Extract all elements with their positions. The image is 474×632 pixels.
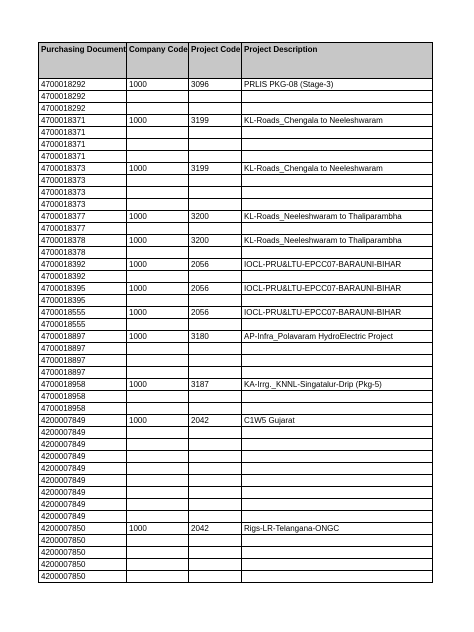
table-row [39, 127, 433, 139]
cell-company-code[interactable] [127, 439, 189, 451]
cell-company-code[interactable] [127, 475, 189, 487]
spreadsheet [38, 42, 433, 583]
cell-purchasing-document[interactable]: 4200007849 [39, 463, 127, 475]
cell-project-code[interactable] [189, 463, 242, 475]
table-row [39, 295, 433, 307]
cell-project-code[interactable] [189, 151, 242, 163]
cell-project-code[interactable] [189, 175, 242, 187]
cell-project-description[interactable] [242, 487, 433, 499]
cell-purchasing-document[interactable]: 4200007849 [39, 499, 127, 511]
cell-company-code[interactable] [127, 571, 189, 583]
table-row [39, 523, 433, 535]
cell-purchasing-document[interactable]: 4700018373 [39, 199, 127, 211]
table-row [39, 427, 433, 439]
cell-purchasing-document[interactable]: 4200007850 [39, 559, 127, 571]
cell-purchasing-document[interactable]: 4200007849 [39, 475, 127, 487]
cell-project-code[interactable] [189, 355, 242, 367]
cell-project-description[interactable] [242, 499, 433, 511]
cell-company-code[interactable]: 1000 [127, 235, 189, 247]
table-row [39, 247, 433, 259]
cell-company-code[interactable]: 1000 [127, 259, 189, 271]
table-row [39, 139, 433, 151]
table-row [39, 451, 433, 463]
cell-project-code[interactable] [189, 343, 242, 355]
cell-project-description[interactable] [242, 511, 433, 523]
cell-project-code[interactable] [189, 139, 242, 151]
cell-project-code[interactable] [189, 271, 242, 283]
cell-project-description[interactable] [242, 439, 433, 451]
cell-company-code[interactable] [127, 127, 189, 139]
cell-purchasing-document[interactable]: 4700018378 [39, 235, 127, 247]
cell-project-description[interactable]: C1W5 Gujarat [242, 415, 433, 427]
cell-project-code[interactable] [189, 547, 242, 559]
cell-project-description[interactable] [242, 343, 433, 355]
cell-purchasing-document[interactable]: 4700018392 [39, 259, 127, 271]
cell-company-code[interactable] [127, 139, 189, 151]
cell-purchasing-document[interactable]: 4700018958 [39, 391, 127, 403]
cell-purchasing-document[interactable]: 4700018897 [39, 355, 127, 367]
cell-purchasing-document[interactable]: 4700018373 [39, 163, 127, 175]
table-row [39, 331, 433, 343]
cell-company-code[interactable] [127, 559, 189, 571]
cell-company-code[interactable] [127, 103, 189, 115]
table-row [39, 271, 433, 283]
table-row [39, 187, 433, 199]
table-row [39, 475, 433, 487]
table-row [39, 199, 433, 211]
cell-project-code[interactable]: 3096 [189, 79, 242, 91]
cell-purchasing-document[interactable]: 4700018897 [39, 343, 127, 355]
cell-company-code[interactable] [127, 427, 189, 439]
table-row [39, 439, 433, 451]
cell-purchasing-document[interactable]: 4700018371 [39, 127, 127, 139]
table-row [39, 415, 433, 427]
cell-project-code[interactable]: 2042 [189, 415, 242, 427]
cell-company-code[interactable]: 1000 [127, 415, 189, 427]
cell-project-description[interactable] [242, 367, 433, 379]
cell-company-code[interactable] [127, 535, 189, 547]
cell-project-code[interactable] [189, 247, 242, 259]
table-row [39, 403, 433, 415]
cell-project-description[interactable] [242, 463, 433, 475]
table-row [39, 511, 433, 523]
cell-company-code[interactable]: 1000 [127, 307, 189, 319]
cell-project-code[interactable] [189, 427, 242, 439]
cell-company-code[interactable] [127, 199, 189, 211]
header-purchasing-document[interactable]: Purchasing Document [39, 43, 127, 79]
cell-project-description[interactable] [242, 355, 433, 367]
cell-project-code[interactable] [189, 91, 242, 103]
cell-company-code[interactable] [127, 367, 189, 379]
cell-purchasing-document[interactable]: 4700018371 [39, 151, 127, 163]
cell-purchasing-document[interactable]: 4700018373 [39, 187, 127, 199]
cell-project-code[interactable]: 3200 [189, 211, 242, 223]
cell-company-code[interactable] [127, 343, 189, 355]
cell-project-description[interactable]: PRLIS PKG-08 (Stage-3) [242, 79, 433, 91]
cell-project-description[interactable] [242, 127, 433, 139]
cell-project-description[interactable] [242, 547, 433, 559]
cell-project-code[interactable]: 3180 [189, 331, 242, 343]
cell-project-code[interactable] [189, 535, 242, 547]
cell-project-description[interactable] [242, 151, 433, 163]
cell-purchasing-document[interactable]: 4700018392 [39, 271, 127, 283]
header-company-code[interactable]: Company Code [127, 43, 189, 79]
cell-company-code[interactable]: 1000 [127, 331, 189, 343]
cell-project-code[interactable] [189, 319, 242, 331]
cell-project-code[interactable] [189, 403, 242, 415]
cell-project-code[interactable]: 2042 [189, 523, 242, 535]
cell-project-description[interactable] [242, 475, 433, 487]
cell-purchasing-document[interactable]: 4700018371 [39, 139, 127, 151]
cell-purchasing-document[interactable]: 4200007849 [39, 487, 127, 499]
table-row [39, 163, 433, 175]
cell-project-description[interactable] [242, 427, 433, 439]
cell-company-code[interactable] [127, 295, 189, 307]
cell-company-code[interactable]: 1000 [127, 379, 189, 391]
cell-project-description[interactable] [242, 403, 433, 415]
cell-project-description[interactable] [242, 223, 433, 235]
cell-project-code[interactable]: 3187 [189, 379, 242, 391]
cell-project-description[interactable] [242, 187, 433, 199]
cell-purchasing-document[interactable]: 4200007849 [39, 451, 127, 463]
cell-company-code[interactable] [127, 175, 189, 187]
cell-project-description[interactable]: AP-Infra_Polavaram HydroElectric Project [242, 331, 433, 343]
cell-purchasing-document[interactable]: 4700018958 [39, 379, 127, 391]
cell-project-code[interactable] [189, 295, 242, 307]
cell-purchasing-document[interactable]: 4700018395 [39, 283, 127, 295]
table-row [39, 115, 433, 127]
table-row [39, 487, 433, 499]
cell-purchasing-document[interactable]: 4200007850 [39, 523, 127, 535]
table-row [39, 79, 433, 91]
cell-company-code[interactable] [127, 319, 189, 331]
cell-project-description[interactable] [242, 295, 433, 307]
cell-project-code[interactable] [189, 391, 242, 403]
table-row [39, 367, 433, 379]
cell-project-description[interactable] [242, 199, 433, 211]
cell-project-code[interactable] [189, 475, 242, 487]
cell-purchasing-document[interactable]: 4700018377 [39, 211, 127, 223]
cell-purchasing-document[interactable]: 4700018292 [39, 91, 127, 103]
table-row [39, 259, 433, 271]
cell-company-code[interactable] [127, 187, 189, 199]
table-row [39, 355, 433, 367]
cell-purchasing-document[interactable]: 4700018373 [39, 175, 127, 187]
table-row [39, 535, 433, 547]
cell-purchasing-document[interactable]: 4200007849 [39, 511, 127, 523]
cell-company-code[interactable] [127, 223, 189, 235]
table-row [39, 571, 433, 583]
cell-company-code[interactable]: 1000 [127, 163, 189, 175]
table-row [39, 547, 433, 559]
table-row [39, 391, 433, 403]
cell-project-code[interactable] [189, 571, 242, 583]
cell-purchasing-document[interactable]: 4200007850 [39, 547, 127, 559]
cell-project-code[interactable] [189, 487, 242, 499]
cell-purchasing-document[interactable]: 4700018897 [39, 331, 127, 343]
table-row [39, 223, 433, 235]
cell-project-description[interactable] [242, 451, 433, 463]
cell-company-code[interactable]: 1000 [127, 79, 189, 91]
cell-project-description[interactable]: KL-Roads_Chengala to Neeleshwaram [242, 115, 433, 127]
cell-project-code[interactable] [189, 187, 242, 199]
cell-project-code[interactable]: 3200 [189, 235, 242, 247]
cell-purchasing-document[interactable]: 4700018958 [39, 403, 127, 415]
cell-company-code[interactable]: 1000 [127, 211, 189, 223]
cell-project-description[interactable]: IOCL-PRU&LTU-EPCC07-BARAUNI-BIHAR [242, 259, 433, 271]
cell-project-description[interactable]: KL-Roads_Neeleshwaram to Thaliparambha [242, 211, 433, 223]
cell-purchasing-document[interactable]: 4700018292 [39, 103, 127, 115]
cell-purchasing-document[interactable]: 4700018897 [39, 367, 127, 379]
cell-purchasing-document[interactable]: 4700018555 [39, 307, 127, 319]
cell-company-code[interactable] [127, 451, 189, 463]
cell-company-code[interactable]: 1000 [127, 115, 189, 127]
cell-company-code[interactable] [127, 487, 189, 499]
cell-purchasing-document[interactable]: 4700018377 [39, 223, 127, 235]
table-row [39, 319, 433, 331]
cell-project-code[interactable] [189, 103, 242, 115]
cell-project-description[interactable] [242, 91, 433, 103]
cell-company-code[interactable] [127, 463, 189, 475]
cell-company-code[interactable] [127, 247, 189, 259]
table-row [39, 175, 433, 187]
cell-purchasing-document[interactable]: 4200007850 [39, 571, 127, 583]
header-project-description[interactable]: Project Description [242, 43, 433, 79]
cell-purchasing-document[interactable]: 4200007849 [39, 415, 127, 427]
purchasing-table [38, 42, 433, 583]
cell-company-code[interactable]: 1000 [127, 523, 189, 535]
cell-purchasing-document[interactable]: 4200007849 [39, 427, 127, 439]
header-project-code[interactable]: Project Code [189, 43, 242, 79]
cell-project-description[interactable] [242, 271, 433, 283]
cell-project-code[interactable] [189, 223, 242, 235]
cell-project-code[interactable] [189, 127, 242, 139]
cell-project-code[interactable] [189, 367, 242, 379]
cell-project-description[interactable] [242, 559, 433, 571]
cell-project-code[interactable]: 3199 [189, 115, 242, 127]
cell-project-description[interactable] [242, 319, 433, 331]
table-row [39, 499, 433, 511]
cell-project-code[interactable] [189, 451, 242, 463]
cell-purchasing-document[interactable]: 4200007850 [39, 535, 127, 547]
cell-project-code[interactable] [189, 559, 242, 571]
cell-company-code[interactable] [127, 403, 189, 415]
table-row [39, 235, 433, 247]
cell-company-code[interactable] [127, 151, 189, 163]
cell-purchasing-document[interactable]: 4700018555 [39, 319, 127, 331]
table-row [39, 559, 433, 571]
cell-purchasing-document[interactable]: 4700018371 [39, 115, 127, 127]
cell-project-description[interactable] [242, 247, 433, 259]
cell-company-code[interactable] [127, 91, 189, 103]
cell-purchasing-document[interactable]: 4700018378 [39, 247, 127, 259]
table-row [39, 463, 433, 475]
table-row [39, 103, 433, 115]
cell-project-code[interactable]: 2056 [189, 283, 242, 295]
cell-project-code[interactable]: 2056 [189, 259, 242, 271]
cell-purchasing-document[interactable]: 4200007849 [39, 439, 127, 451]
cell-company-code[interactable]: 1000 [127, 283, 189, 295]
cell-purchasing-document[interactable]: 4700018395 [39, 295, 127, 307]
cell-company-code[interactable] [127, 355, 189, 367]
cell-project-description[interactable]: KA-Irrg._KNNL-Singatalur-Drip (Pkg-5) [242, 379, 433, 391]
cell-project-code[interactable]: 3199 [189, 163, 242, 175]
cell-project-description[interactable]: IOCL-PRU&LTU-EPCC07-BARAUNI-BIHAR [242, 283, 433, 295]
cell-project-code[interactable]: 2056 [189, 307, 242, 319]
cell-project-description[interactable]: IOCL-PRU&LTU-EPCC07-BARAUNI-BIHAR [242, 307, 433, 319]
table-row [39, 307, 433, 319]
header-row [39, 43, 433, 79]
cell-company-code[interactable] [127, 499, 189, 511]
table-row [39, 91, 433, 103]
cell-project-code[interactable] [189, 199, 242, 211]
cell-project-description[interactable]: KL-Roads_Neeleshwaram to Thaliparambha [242, 235, 433, 247]
table-row [39, 283, 433, 295]
cell-company-code[interactable] [127, 547, 189, 559]
cell-purchasing-document[interactable]: 4700018292 [39, 79, 127, 91]
cell-project-description[interactable] [242, 535, 433, 547]
cell-project-description[interactable]: KL-Roads_Chengala to Neeleshwaram [242, 163, 433, 175]
cell-project-description[interactable] [242, 175, 433, 187]
cell-company-code[interactable] [127, 511, 189, 523]
cell-company-code[interactable] [127, 391, 189, 403]
table-row [39, 379, 433, 391]
cell-project-code[interactable] [189, 439, 242, 451]
cell-company-code[interactable] [127, 271, 189, 283]
table-row [39, 151, 433, 163]
cell-project-description[interactable] [242, 571, 433, 583]
table-row [39, 211, 433, 223]
cell-project-description[interactable] [242, 103, 433, 115]
table-row [39, 343, 433, 355]
cell-project-code[interactable] [189, 511, 242, 523]
cell-project-code[interactable] [189, 499, 242, 511]
cell-project-description[interactable] [242, 391, 433, 403]
cell-project-description[interactable]: Rigs-LR-Telangana-ONGC [242, 523, 433, 535]
cell-project-description[interactable] [242, 139, 433, 151]
